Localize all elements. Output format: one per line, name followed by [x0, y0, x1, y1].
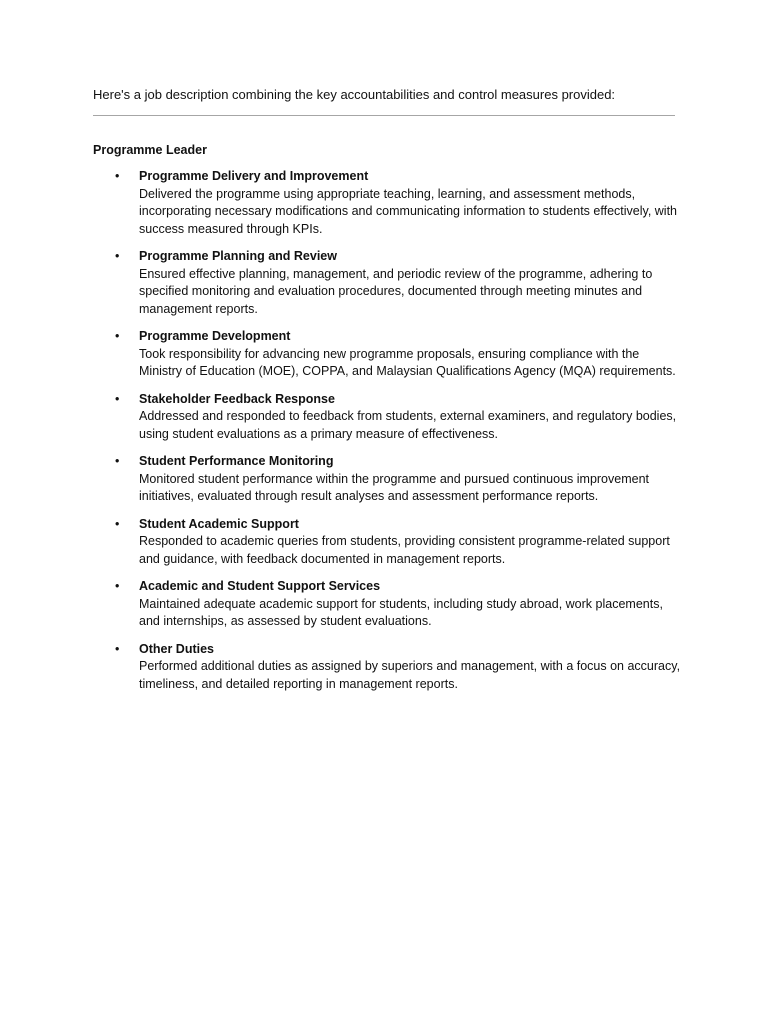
item-description: Responded to academic queries from students, providing consistent programme-related support and guidance, with feedback documented in management reports.: [139, 534, 670, 566]
bullet-icon: •: [115, 329, 120, 343]
list-item: [93, 453, 675, 506]
item-description: Maintained adequate academic support for students, including study abroad, work placements, and internships, as assessed by student evaluations.: [139, 596, 663, 628]
bullet-icon: •: [115, 249, 120, 263]
item-description: Delivered the programme using appropriate teaching, learning, and assessment methods, incorporating necessary modifications and communicating information to students effectively, with success measured through KPIs.: [139, 186, 678, 236]
item-title: Programme Delivery and Improvement: [139, 169, 369, 183]
item-title: Student Performance Monitoring: [139, 454, 334, 468]
item-title: Programme Planning and Review: [139, 249, 337, 263]
bullet-icon: •: [115, 516, 120, 531]
item-title: Academic and Student Support Services: [139, 579, 381, 593]
item-description: Addressed and responded to feedback from students, external examiners, and regulatory bodies, using student evaluations as a primary measure of effectiveness.: [139, 409, 677, 441]
section-title: Programme Leader: [93, 143, 207, 157]
list-item: [93, 578, 675, 631]
horizontal-rule: [93, 115, 675, 116]
bullet-icon: •: [115, 641, 120, 656]
list-item: [93, 248, 675, 318]
list-item: [93, 391, 675, 444]
item-title: Student Academic Support: [139, 516, 299, 531]
item-title: Other Duties: [139, 641, 215, 656]
bullet-icon: •: [115, 391, 120, 406]
item-title: Stakeholder Feedback Response: [139, 391, 335, 406]
intro-text: Here's a job description combining the key accountabilities and control measures provided:: [93, 87, 616, 102]
item-description: Ensured effective planning, management, and periodic review of the programme, adhering to specified monitoring and evaluation procedures, documented through meeting minutes and management reports.: [139, 266, 653, 316]
list-item: [93, 328, 675, 381]
list-item: [93, 641, 681, 694]
item-description: Took responsibility for advancing new programme proposals, ensuring compliance with the Ministry of Education (MOE), COPPA, and Malaysian Qualifications Agency (MQA) requirements.: [139, 346, 676, 378]
bullet-icon: •: [115, 454, 120, 468]
item-title: Programme Development: [139, 329, 291, 343]
bullet-icon: •: [115, 169, 120, 183]
document-page: [93, 86, 681, 703]
item-description: Performed additional duties as assigned by superiors and management, with a focus on accuracy, timeliness, and detailed reporting in management reports.: [139, 659, 681, 691]
item-description: Monitored student performance within the programme and pursued continuous improvement initiatives, evaluated through result analyses and assessment performance reports.: [139, 471, 649, 503]
accountabilities-list: [93, 168, 681, 693]
list-item: [93, 168, 678, 238]
bullet-icon: •: [115, 579, 120, 593]
list-item: [93, 516, 675, 569]
